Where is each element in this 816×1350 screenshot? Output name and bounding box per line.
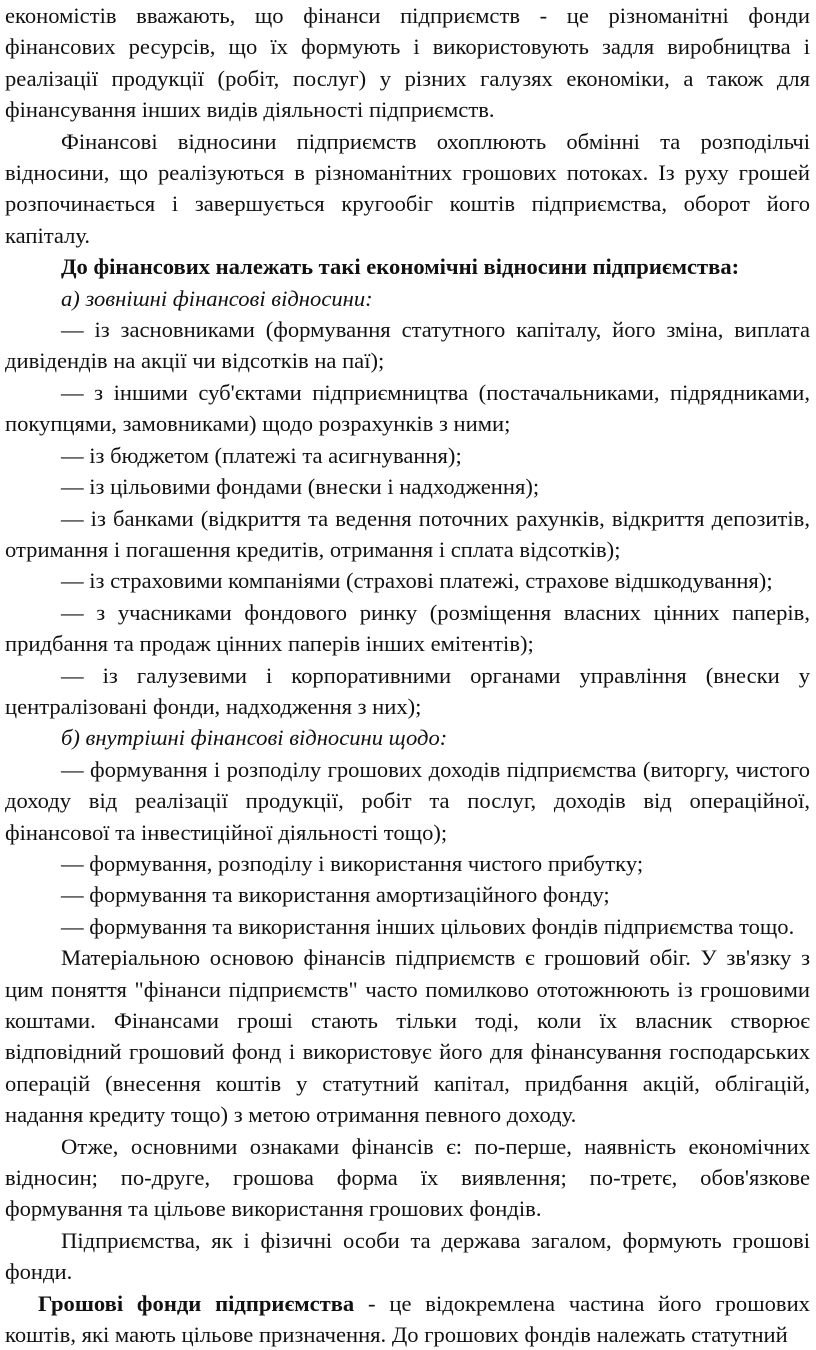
subheading-external-relations: а) зовнішні фінансові відносини: — [61, 285, 373, 311]
section-heading: До фінансових належать такі економічні відносини підприємства: — [61, 254, 740, 280]
paragraph-funds-definition — [5, 1288, 810, 1350]
list-item: — із бюджетом (платежі та асигнування); — [61, 442, 462, 468]
list-item: — із банками (відкриття та ведення поточних рахунків, відкриття депозитів, отримання і погашення кредитів, отримання і сплата відсотків); — [5, 505, 810, 562]
list-item: — формування та використання амортизаційного фонду; — [61, 882, 610, 908]
list-item: — із цільовими фондами (внески і надходження); — [61, 474, 540, 500]
list-item: — з учасниками фондового ринку (розміщення власних цінних паперів, придбання та продаж цінних паперів інших емітентів); — [5, 599, 810, 657]
list-item: — формування та використання інших цільових фондів підприємства тощо. — [61, 913, 795, 939]
paragraph-features: Отже, основними ознаками фінансів є: по-перше, наявність економічних відносин; по-друге, грошова форма їх виявлення; по-третє, обов'язкове формування та цільове використання грошових фондів. — [5, 1133, 810, 1222]
paragraph-material-basis: Матеріальною основою фінансів підприємств є грошовий обіг. У зв'язку з цим поняття "фінанси підприємств" часто помилково ототожнюють із грошовими коштами. Фінансами гроші стають тільки тоді, коли їх власник створює відповідний грошовий фонд і використовує його для фінансування господарських операцій (внесення коштів у статутний капітал, придбання акцій, облігацій, надання кредиту тощо) з метою отримання певного доходу. — [5, 945, 810, 1128]
list-item: — із страховими компаніями (страхові платежі, страхове відшкодування); — [61, 568, 773, 594]
list-item: — із засновниками (формування статутного капіталу, його зміна, виплата дивідендів на акції чи відсотків на паї); — [5, 317, 810, 374]
funds-definition-text: - це відокремлена частина його грошових коштів, які мають цільове призначення. До грошових фондів належать статутний — [5, 1290, 810, 1348]
list-item: — з іншими суб'єктами підприємництва (постачальниками, підрядниками, покупцями, замовниками) щодо розрахунків з ними; — [5, 379, 810, 437]
paragraph-intro-continuation: економістів вважають, що фінанси підприємств - це різноманітні фонди фінансових ресурсів, що їх формують і використовують задля виробництва і реалізації продукції (робіт, послуг) у різних галузях економіки, а також для фінансування інших видів діяльності підприємств. — [5, 3, 810, 123]
subheading-internal-relations: б) внутрішні фінансові відносини щодо: — [61, 725, 448, 751]
list-item: — формування, розподілу і використання чистого прибутку; — [61, 850, 644, 876]
paragraph-financial-relations: Фінансові відносини підприємств охоплюють обмінні та розподільчі відносини, що реалізуються в різноманітних грошових потоках. Із руху грошей розпочинається і завершується кругообіг коштів підприємства, оборот його капіталу. — [5, 128, 810, 248]
list-item: — формування і розподілу грошових доходів підприємства (виторгу, чистого доходу від реалізації продукції, робіт та послуг, доходів від операційної, фінансової та інвестиційної діяльності тощо); — [5, 756, 810, 845]
paragraph-enterprises-funds: Підприємства, як і фізичні особи та держава загалом, формують грошові фонди. — [5, 1227, 810, 1285]
term-monetary-funds: Грошові фонди підприємства — [38, 1290, 355, 1316]
list-item: — із галузевими і корпоративними органами управління (внески у централізовані фонди, надходження з них); — [5, 662, 810, 719]
